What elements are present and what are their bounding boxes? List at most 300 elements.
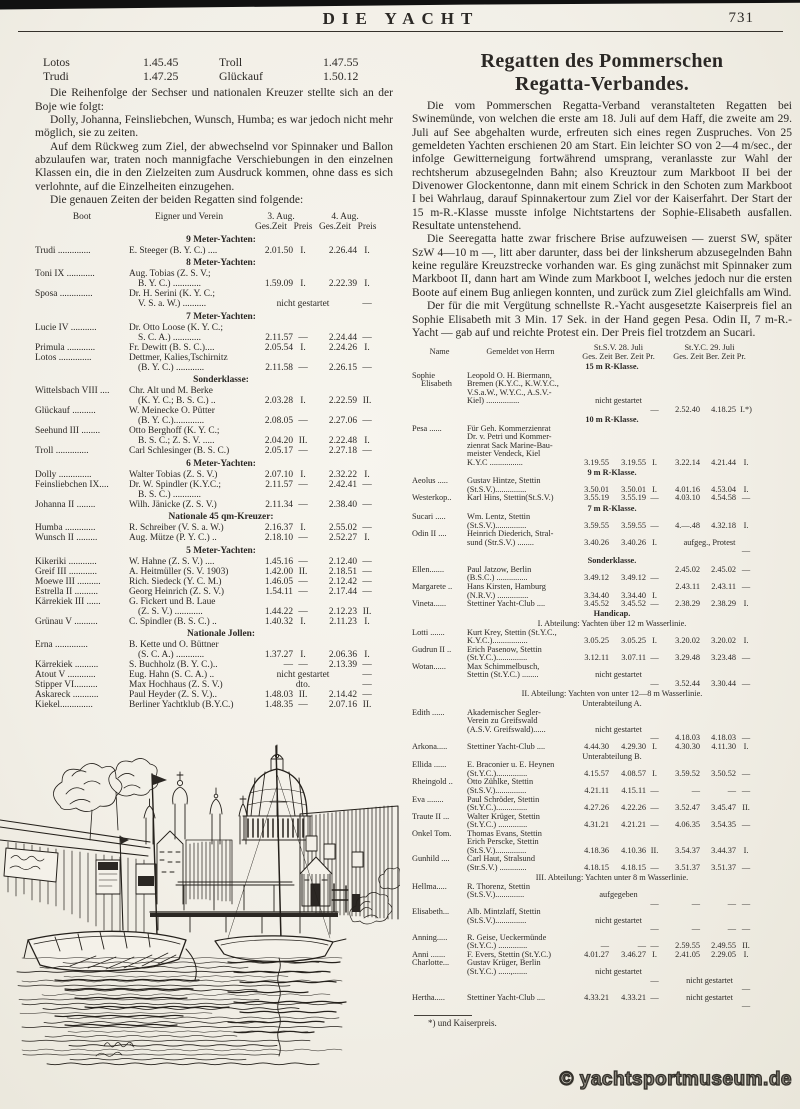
time-ges: 3.55.19 — [584, 493, 609, 503]
water-line — [69, 1045, 277, 1046]
water-line — [67, 1017, 339, 1018]
paragraph: Die vom Pommerschen Regatta-Verband veranstalteten Regatten bei Swinemünde, von welchen die erste am 18. Juli auf dem Haff, die zweite am 29. Juli auf See abgehalten wurde, erfreuten sich eines regen Zuspruches. Von 25 gemeldeten Yachten erschienen 20 am Start. Ein leichter SO von 2—4 m/sec., der infolge Gewitterneigung fortwährend umsprang, veranlasste zur Wahl der rechtsherum abzusegelnden Bahn; also Kreuztour zum Markboot II bei der Divenower Glockentonne, dann mit einem Schrick in den Schoten zum Markboot I bei Wahrlaug, darauf Spinnakertour zum Ziel vor der Kaiserfahrt. Der Start der 15 m-R.-Klasse musste infolge Nichtstartens der Sophie-Elisabeth ausfallen. Resultate untenstehend. — [412, 100, 792, 233]
reported-by — [467, 629, 574, 646]
reported-by — [467, 796, 574, 813]
boat-name — [412, 908, 467, 917]
time-ber: 4.32.18 — [711, 520, 736, 530]
paragraph: Der für die mit Vergütung schnellste R.-Yacht ausgesetzte Kaiserpreis fiel an Sophie Elisabeth mit 3 Min. 17 Sek. in der Hand gegen Pesa. Odin II, 7 m-R.-Yacht — gab auf und reichte Protest ein. Der Preis fiel trotzdem an Sucari. — [412, 300, 792, 339]
preis: II. — [362, 700, 372, 711]
col-header-geszeit: Ges.Zeit — [318, 222, 352, 233]
boat-name: Wunsch II ......... — [35, 533, 98, 544]
preis: I. — [743, 845, 749, 855]
finish-time: 1.45.45 — [143, 55, 179, 69]
boat-name: Kiekel.............. — [35, 700, 93, 711]
owner-and-club — [129, 700, 249, 710]
boat-name: Trudi .............. — [35, 245, 91, 256]
preis: II. — [298, 436, 308, 447]
col-header-date1: 3. Aug. — [267, 212, 295, 223]
preis: — — [650, 862, 659, 872]
time-ges: 2.38.40 — [328, 499, 357, 510]
boat-name: Trudi — [43, 68, 69, 83]
time-ges: 2.22.39 — [328, 279, 357, 290]
preis: — — [650, 678, 659, 688]
table-row — [35, 500, 393, 510]
owner-line: Heinrich Diederich, Stral- — [467, 530, 554, 539]
time-ber: 4.22.26 — [621, 803, 646, 813]
preis: I. — [300, 396, 306, 407]
table-row — [412, 494, 792, 503]
water-line — [19, 999, 259, 1000]
preis: I. — [364, 616, 370, 627]
owner-line: Otto Zühlke, Stettin — [467, 778, 534, 787]
preis: — — [298, 606, 308, 617]
preis: — — [650, 573, 659, 583]
preis: — — [741, 786, 751, 796]
boat-name — [412, 994, 467, 1003]
owner-line: (St.S.V.)............... — [467, 521, 527, 530]
table-row — [35, 567, 393, 577]
time-ges: 1.48.35 — [264, 700, 293, 711]
preis: — — [650, 992, 659, 1002]
preis: — — [741, 733, 751, 743]
reported-by — [467, 830, 574, 856]
boat-name-line: Gunhild .... — [412, 855, 450, 864]
preis: — — [650, 803, 659, 813]
preis: I. — [364, 245, 370, 256]
section-title: 9 m R-Klasse. — [587, 467, 637, 477]
time-ber: — — [727, 924, 736, 934]
table-row — [35, 343, 393, 353]
owner-line: A. Heitmüller (S. V. 1903) — [129, 566, 229, 577]
time-ges: 4.01.16 — [675, 484, 700, 494]
time-ges: 1.54.11 — [265, 586, 293, 597]
boat-name — [412, 796, 467, 805]
owner-line: Akademischer Segler- — [467, 708, 541, 717]
right-table-header — [412, 344, 792, 361]
boat-name-line: Elisabeth... — [412, 908, 450, 917]
section-title: Nationale Jollen: — [187, 629, 255, 640]
time-ges: 3.49.12 — [584, 573, 609, 583]
boat-name-line: Anning..... — [412, 933, 448, 942]
time-ges: 4.15.57 — [584, 768, 609, 778]
owner-line: Dr. W. Spindler (K.Y.C.; — [129, 479, 222, 490]
right-table-body — [412, 363, 792, 1010]
owner-line: B. Kette und O. Büttner — [129, 640, 219, 651]
boat-name — [412, 600, 467, 609]
finish-times-list — [35, 56, 393, 83]
water-line — [22, 1003, 342, 1004]
reported-by — [467, 600, 574, 609]
owner-line: Rich. Siedeck (Y. C. M.) — [129, 576, 222, 587]
preis: — — [650, 493, 659, 503]
section-title: Sonderklasse. — [587, 556, 637, 566]
preis: I. — [743, 520, 749, 530]
boat-name: Seehund III ........ — [35, 426, 101, 437]
table-row — [412, 600, 792, 609]
water-line — [42, 994, 330, 996]
water-line — [65, 990, 257, 991]
time-ber: 3.34.40 — [621, 590, 646, 600]
section-title: 9 Meter-Yachten: — [186, 234, 256, 245]
owner-line: (St.S.V.).............. — [467, 891, 525, 900]
owner-line: sund (Str.S.V.) ........ — [467, 538, 534, 547]
reported-by — [467, 583, 574, 600]
owner-line: (A.S.V. Greifswald)...... — [467, 725, 546, 734]
owner-line: Kiel) ................ — [467, 397, 520, 406]
water-line — [23, 1054, 279, 1055]
reported-by — [467, 743, 574, 752]
boat-name — [412, 778, 467, 787]
preis: — — [741, 898, 751, 908]
time-ber: 4.11.30 — [711, 741, 736, 751]
owner-line: (B.S.C.) ............... — [467, 574, 528, 583]
time-ber: 3.44.37 — [711, 845, 736, 855]
time-ges: — — [600, 941, 609, 951]
time-ges: 3.05.25 — [584, 636, 609, 646]
preis: I. — [300, 342, 306, 353]
time-ber: 3.50.01 — [621, 484, 646, 494]
time-ber: 4.53.04 — [711, 484, 736, 494]
section-title: 7 m R-Klasse. — [587, 503, 637, 513]
time-ges: 2.18.10 — [264, 533, 293, 544]
time-ges: 3.54.37 — [675, 845, 700, 855]
table-row — [412, 883, 792, 909]
owner-line: Gustav Krüger, Berlin — [467, 959, 541, 968]
footnote-rule — [414, 1015, 472, 1016]
boat-name-line: Ellen....... — [412, 565, 445, 574]
water-line — [47, 1063, 319, 1065]
boat-name — [412, 663, 467, 672]
preis: I. — [364, 469, 370, 480]
preis: — — [362, 362, 372, 373]
preis: — — [298, 586, 308, 597]
water-line — [75, 997, 187, 998]
time-ges: 2.41.05 — [675, 949, 700, 959]
water-line — [22, 1049, 342, 1051]
time-ber: 3.05.25 — [621, 636, 646, 646]
table-row — [412, 959, 792, 993]
time-ges: 4.33.21 — [584, 992, 609, 1002]
section-title: Nationale 45 qm-Kreuzer: — [168, 512, 274, 523]
reported-by — [467, 908, 574, 925]
preis: — — [362, 690, 372, 701]
harbor-sketch-illustration — [0, 742, 400, 1076]
time-ges: 4.—.48 — [675, 520, 700, 530]
status-text: aufgeg., Protest — [683, 537, 736, 547]
time-ges: 2.45.02 — [675, 564, 700, 574]
owner-and-club — [129, 523, 249, 533]
boat-name: Erna .............. — [35, 640, 88, 651]
owner-line: (Str.S.V.) ............. — [467, 863, 527, 872]
time-ges: 2.11.57 — [265, 479, 293, 490]
preis: I. — [652, 484, 657, 494]
left-paragraphs — [35, 87, 393, 207]
table-row — [412, 629, 792, 646]
time-ges: — — [691, 786, 700, 796]
owner-and-club — [129, 426, 249, 446]
time-ges: 2.24.26 — [328, 342, 357, 353]
time-ges: 4.03.10 — [675, 493, 700, 503]
preis: II. — [362, 606, 372, 617]
boat-name: Askareck ........... — [35, 690, 99, 701]
preis: — — [298, 362, 308, 373]
time-ges: 1.40.32 — [264, 616, 293, 627]
time-ber: 2.29.05 — [711, 949, 736, 959]
preis: — — [741, 564, 751, 574]
footnote: *) und Kaiserpreis. — [428, 1017, 497, 1028]
water-line — [18, 985, 290, 986]
boat-name-line: Pesa ...... — [412, 424, 442, 433]
boat-name: Troll — [219, 55, 243, 69]
boat-name: Estrella II .......... — [35, 586, 99, 597]
preis: — — [362, 499, 372, 510]
time-ges: 2.16.37 — [264, 523, 293, 534]
owner-line: Dr. v. Petri und Kommer- — [467, 433, 552, 442]
preis: I. — [364, 279, 370, 290]
time-ges: 1.37.27 — [264, 650, 293, 661]
owner-line: Leopold O. H. Biermann, — [467, 371, 552, 380]
reported-by — [467, 951, 574, 960]
time-ges: 3.20.02 — [675, 636, 700, 646]
preis: II. — [362, 396, 372, 407]
owner-and-club — [129, 680, 249, 690]
boat-name — [412, 959, 467, 968]
table-row — [35, 386, 393, 406]
boat-name — [412, 530, 467, 539]
owner-line: Thomas Evans, Stettin — [467, 829, 542, 838]
boat-name: Grünau V .......... — [35, 616, 98, 627]
boat-name: Dolly .............. — [35, 469, 92, 480]
time-ges: 2.11.58 — [265, 362, 293, 373]
section-title: Unterabteilung A. — [582, 699, 642, 709]
preis: I. — [300, 523, 306, 534]
page-header — [20, 9, 782, 31]
boat-name: Kärrekiek III ...... — [35, 596, 101, 607]
preis: — — [298, 479, 308, 490]
owner-line: Kurt Krey, Stettin (St.Y.C., — [467, 628, 557, 637]
time-ges: 2.08.05 — [264, 416, 293, 427]
boat-name — [412, 855, 467, 864]
time-ber: 4.21.44 — [711, 457, 736, 467]
time-ber: 4.18.15 — [621, 862, 646, 872]
owner-line: Chr. Alt und M. Berke — [129, 386, 213, 397]
preis: I. — [743, 599, 749, 609]
owner-and-club — [129, 446, 249, 456]
paragraph: Auf dem Rückweg zum Ziel, der abwechselnd vor Spinnaker und Ballon abzulaufen war, traten noch mannigfache Verschiebungen in den einzelnen Klassen ein, die in den Zielzeiten zum Ausdruck kommen, ohne dass es sich verlohnte, auf die Einzelheiten einzugehen. — [35, 140, 393, 193]
water-line — [45, 1035, 237, 1037]
time-ber: 3.20.02 — [711, 636, 736, 646]
time-ber: 3.51.37 — [711, 862, 736, 872]
preis: I. — [300, 245, 306, 256]
time-ges: 2.05.17 — [264, 446, 293, 457]
boat-name-line: Sucari ..... — [412, 513, 446, 522]
preis: — — [298, 416, 308, 427]
preis: — — [650, 599, 659, 609]
owner-line: (St.S.V.)............... — [467, 485, 527, 494]
owner-line: Erich Pasenow, Stettin — [467, 645, 542, 654]
table-row — [35, 577, 393, 587]
time-ber: 3.55.19 — [621, 493, 646, 503]
owner-line: R. Schreiber (V. S. a. W.) — [129, 523, 224, 534]
status-text: nicht gestartet — [595, 724, 642, 734]
preis: — — [650, 786, 659, 796]
status-text: nicht gestartet — [595, 396, 642, 406]
table-row — [412, 908, 792, 934]
reported-by — [467, 813, 574, 830]
time-ber: 3.23.48 — [711, 653, 736, 663]
boat-name-line: Hertha..... — [412, 993, 445, 1002]
time-ges: 2.05.54 — [264, 342, 293, 353]
water-line — [70, 1059, 246, 1060]
preis: I. — [743, 949, 749, 959]
time-ges: — — [691, 924, 700, 934]
col-header-name: Name — [429, 347, 450, 357]
time-ges: 2.55.02 — [328, 523, 357, 534]
owner-and-club — [129, 470, 249, 480]
col-header-gemeldet: Gemeldet von Herrn — [486, 347, 555, 357]
reported-by — [467, 494, 574, 503]
time-ges: 2.07.10 — [264, 469, 293, 480]
owner-line: R. Geise, Ueckermünde — [467, 933, 547, 942]
time-ber: 2.43.11 — [711, 581, 736, 591]
water-line — [85, 1006, 229, 1007]
time-ber: 3.19.55 — [621, 457, 646, 467]
owner-and-club — [129, 660, 249, 670]
time-ges: 4.18.36 — [584, 845, 609, 855]
table-row — [35, 269, 393, 289]
boat-name-line: Edith ...... — [412, 708, 445, 717]
owner-and-club — [129, 289, 249, 309]
section-title: Handicap. — [593, 609, 631, 619]
col-header-date2: 4. Aug. — [331, 212, 359, 223]
paragraph: Dolly, Johanna, Feinsliebchen, Wunsch, Humba; es war jedoch nicht mehr möglich, sie zu zeiten. — [35, 113, 393, 140]
boat-name: Feinsliebchen IX.... — [35, 479, 109, 490]
preis: — — [298, 446, 308, 457]
time-ges: 2.14.42 — [328, 690, 357, 701]
time-ges: 3.34.40 — [584, 590, 609, 600]
preis: — — [741, 768, 751, 778]
preis: — — [741, 678, 751, 688]
right-paragraphs — [412, 100, 792, 340]
preis: — — [741, 862, 751, 872]
time-ber: — — [727, 898, 736, 908]
boat-name — [412, 813, 467, 822]
table-row — [35, 533, 393, 543]
left-results-table — [35, 212, 393, 710]
water-line — [22, 1027, 342, 1028]
owner-line: C. Spindler (B. S. C.) .. — [129, 616, 217, 627]
table-row — [412, 855, 792, 872]
preis: I. — [300, 279, 306, 290]
col-subheader-group2: Ges. Zeit Ber. Zeit Pr. — [673, 351, 746, 361]
boat-name-line: Sophie — [412, 371, 436, 380]
time-ges: 3.51.37 — [675, 862, 700, 872]
status-text: nicht gestartet — [595, 967, 642, 977]
boat-name — [412, 425, 467, 434]
owner-line: meister Vendeck, Kiel — [467, 450, 541, 459]
owner-line: B. Y. C.) ............ — [138, 279, 202, 290]
table-row — [35, 426, 393, 446]
preis: — — [298, 533, 308, 544]
preis: I. — [300, 616, 306, 627]
time-ber: 2.38.29 — [711, 599, 736, 609]
owner-and-club — [129, 670, 249, 680]
paragraph: Die Reihenfolge der Sechser und nationalen Kreuzer stellte sich an der Boje wie folgt: — [35, 87, 393, 113]
owner-line: Stettiner Yacht-Club .... — [467, 600, 546, 609]
owner-line: Otto Berghoff (K. Y. C.; — [129, 426, 220, 437]
water-line — [228, 991, 308, 992]
time-ges: 3.45.52 — [584, 599, 609, 609]
boat-name-line: Onkel Tom. — [412, 829, 452, 838]
time-ber: — — [637, 941, 646, 951]
owner-and-club — [129, 406, 249, 426]
time-ber: 2.49.55 — [711, 941, 736, 951]
boat-name — [412, 494, 467, 503]
preis: I. — [364, 436, 370, 447]
owner-and-club — [129, 617, 249, 627]
time-ber: 3.30.44 — [711, 678, 736, 688]
owner-line: B. S. C.; Z. S. V. ..... — [138, 436, 215, 447]
owner-line: (N.R.V.) ............... — [467, 591, 529, 600]
col-header-geszeit: Ges.Zeit — [254, 222, 288, 233]
time-ges: 2.42.41 — [328, 479, 357, 490]
owner-line: V.S.a.W., W.Y.C., A.S.V.- — [467, 388, 552, 397]
table-row — [412, 994, 792, 1011]
time-ges: 2.26.15 — [328, 362, 357, 373]
boat-name — [412, 629, 467, 638]
reported-by — [467, 646, 574, 663]
time-ges: 3.40.26 — [584, 537, 609, 547]
time-ges: 3.12.11 — [584, 653, 609, 663]
time-ges: 3.50.01 — [584, 484, 609, 494]
times-row — [35, 56, 393, 70]
time-ber: 3.49.12 — [621, 573, 646, 583]
col-header-preis: Preis — [357, 222, 377, 233]
boat-name: Lotos — [43, 55, 70, 69]
boat-name-line: Odin II .... — [412, 530, 447, 539]
owner-line: (St.Y.C.) ......,....... — [467, 968, 528, 977]
boat-name — [412, 583, 467, 592]
reported-by — [467, 959, 574, 976]
owner-line: (St.Y.C.) .............. — [467, 821, 528, 830]
preis: — — [650, 653, 659, 663]
time-ber: 4.18.25 — [711, 405, 736, 415]
owner-line: Max Hochhaus (Z. S. V.) — [129, 680, 223, 691]
time-ges: 2.06.36 — [328, 650, 357, 661]
table-row — [412, 778, 792, 795]
time-ges: 2.26.44 — [328, 245, 357, 256]
preis: I. — [743, 457, 749, 467]
boat-name: Lotos .............. — [35, 352, 92, 363]
boat-name-line: Charlotte... — [412, 959, 450, 968]
preis: — — [650, 898, 659, 908]
preis: — — [741, 581, 751, 591]
section-title: 6 Meter-Yachten: — [186, 458, 256, 469]
paragraph: Die genauen Zeiten der beiden Regatten sind folgende: — [50, 193, 304, 206]
time-ges: 2.27.18 — [328, 446, 357, 457]
preis: I. — [652, 537, 657, 547]
owner-and-club — [129, 500, 249, 510]
preis: — — [362, 416, 372, 427]
preis: — — [298, 332, 308, 343]
time-ber: 2.45.02 — [711, 564, 736, 574]
water-line — [240, 981, 336, 982]
time-ber: 4.18.03 — [711, 733, 736, 743]
time-ges: 2.12.42 — [328, 576, 357, 587]
owner-line: Gustav Hintze, Stettin — [467, 477, 541, 486]
owner-and-club — [129, 690, 249, 700]
owner-line: B. S. C.) ............ — [138, 489, 202, 500]
